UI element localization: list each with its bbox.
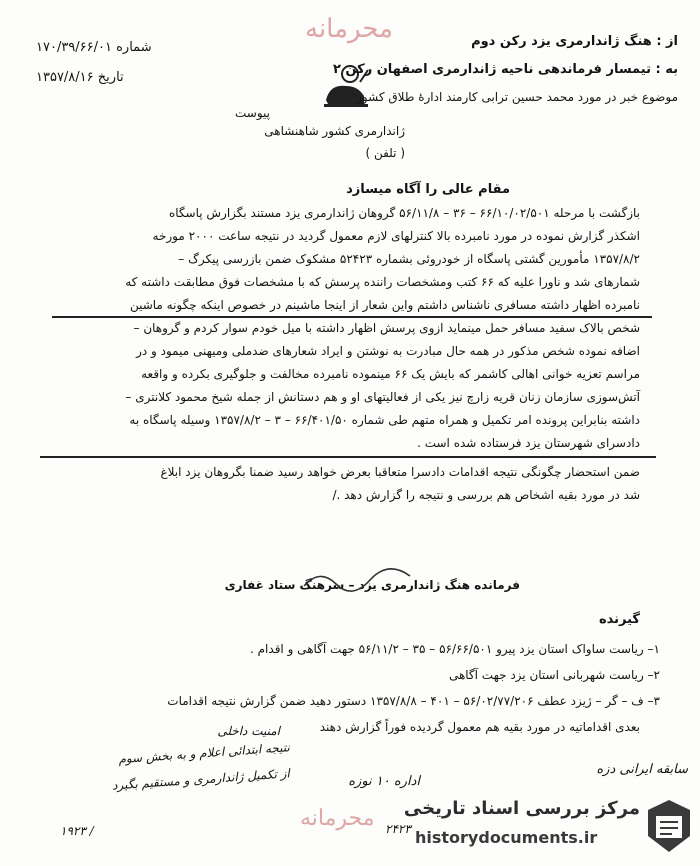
handwritten-center-note: اداره ۱۰ نوزه: [348, 774, 420, 789]
from-value: هنگ ژاندارمری یزد رکن دوم: [471, 34, 652, 49]
letter-date: [36, 70, 124, 85]
handwritten-date: ۱۹۲۳ /: [60, 824, 94, 838]
underline-stroke: [52, 316, 652, 318]
subject-line: موضوع خبر در مورد محمد حسین ترابی کارمند ادارۀ طلاق کشور: [356, 90, 678, 104]
body-line: شد در مورد بقیه اشخاص هم بررسی و نتیجه را گزارش دهد ./: [332, 488, 640, 502]
body-line: اضافه نموده شخص مذکور در همه حال مبادرت به نوشتن و ایراد شعارهای ضدملی ومیهنی میمود و در: [136, 344, 640, 358]
handwritten-margin-note: از تکمیل ژاندارمری و مستقیم بگیرد: [111, 766, 291, 793]
recipient-item: ۲– ریاست شهربانی استان یزد جهت آگاهی: [448, 668, 660, 682]
confidential-stamp-bottom: محرمانه: [300, 806, 375, 831]
letter-number-label: شماره: [116, 40, 152, 55]
body-line: نامبرده اظهار داشته مسافری ناشناس داشتم واین شعار از اینجا ماشینم در خصوص اینکه چگونه ماشین: [129, 298, 640, 312]
from-line: [378, 34, 678, 49]
body-line: ضمن استحضار چگونگی نتیجه اقدامات دادسرا متعاقبا بعرض خواهد رسید ضمنا بگروهان یزد ابلاغ: [160, 465, 640, 479]
to-prefix: به :: [655, 62, 678, 77]
recipient-item-continuation: بعدی اقداماتیه در مورد بقیه هم معمول گردیده فوراً گزارش دهند: [319, 720, 640, 734]
handwritten-note-top: امنیت داخلی: [217, 724, 280, 738]
recipients-list: [40, 636, 660, 740]
phone-field: ( تلفن ): [365, 146, 405, 160]
signature-scribble-icon: [300, 566, 420, 596]
from-prefix: از :: [656, 34, 678, 49]
watermark: [403, 794, 692, 858]
letter-number-value: ۱۷۰/۳۹/۶۶/۰۱: [36, 40, 112, 55]
recipient-item: ۳– ف – گر – ژیزد عطف ۵۶/۰۲/۷۷/۲۰۶ – ۴۰۱ – ۱۳۵۷/۸/۸ دستور دهید ضمن گزارش نتیجه اقدامات: [167, 694, 660, 708]
body-line: داشته بنابراین پرونده امر تکمیل و همراه متهم طی شماره ۶۶/۴۰۱/۵۰ – ۳ – ۱۳۵۷/۸/۲ وسیله پاسگاه به: [129, 413, 640, 427]
handwritten-margin-note: نتیجه ابتدائی اعلام و به بخش سوم: [117, 740, 291, 767]
recipients-title: گیرنده: [598, 612, 640, 627]
handwritten-right-note: سابقه ایرانی دزه: [596, 762, 688, 777]
watermark-title: مرکز بررسی اسناد تاریخی: [403, 798, 640, 819]
to-line: [332, 62, 678, 77]
recipient-item: ۱– ریاست ساواک استان یزد پیرو ۵۶/۶۶/۵۰۱ – ۳۵ – ۵۶/۱۱/۲ جهت آگاهی و اقدام .: [250, 642, 660, 656]
letter-date-label: تاریخ: [97, 70, 124, 85]
attachment-label: پیوست: [235, 106, 270, 120]
body-line: دادسرای شهرستان یزد فرستاده شده است .: [417, 436, 640, 450]
confidential-stamp-top: محرمانه: [305, 14, 394, 44]
body-line: شخص بالاک سفید مسافر حمل مینماید ازوی پرسش اظهار داشته با میل خودم سوار کردم و گروهان –: [133, 321, 640, 335]
letter-number: [36, 40, 152, 55]
salutation: مقام عالی را آگاه میسازد: [346, 182, 510, 197]
body-line: ۱۳۵۷/۸/۲ مأمورین گشتی پاسگاه از خودروئی بشماره ۵۲۴۲۳ مشکوک ضمن بازرسی پیکرگ –: [178, 252, 640, 266]
signature-line: فرمانده هنگ ژاندارمری یزد – سرهنگ ستاد غفاری: [224, 578, 520, 592]
body-line: بازگشت با مرحله ۶۶/۱۰/۰۲/۵۰۱ – ۳۶ – ۵۶/۱۱/۸ گروهان ژاندارمری یزد مستند بگزارش پاسگاه: [168, 206, 640, 220]
letter-date-value: ۱۳۵۷/۸/۱۶: [36, 70, 94, 85]
organization-name: ژاندارمری کشور شاهنشاهی: [264, 124, 405, 138]
handwritten-number: ۲۴۲۳: [385, 822, 411, 836]
body-line: شمارهای شد و ناورا علیه که ۶۶ کتب ومشخصات راننده پرسش که با مشخصات فوق مطابقت داشته که: [125, 275, 640, 289]
underline-stroke: [40, 456, 656, 458]
archive-logo-icon: [646, 798, 692, 854]
body-line: آتش‌سوزی سازمان زنان قریه زارچ نیز یکی از فعالیتهای او و هم دستانش از جمله شیخ محمود کلانتری –: [125, 390, 640, 404]
to-value: تیمسار فرماندهی ناحیه ژاندارمری اصفهان رکن ۲: [332, 62, 651, 77]
watermark-url: historydocuments.ir: [415, 828, 598, 847]
letter-body: [40, 202, 640, 507]
body-line: اشکذر گزارش نموده در مورد نامبرده بالا کنترلهای لازم معمول گردید در نتیجه ساعت ۲۰۰۰ مورخه: [152, 229, 640, 243]
body-line: مراسم تعزیه خوانی اهالی کاشمر که بایش یک ۶۶ مینموده نامبرده مخالفت و جلوگیری بکرده و واقعه: [141, 367, 640, 381]
